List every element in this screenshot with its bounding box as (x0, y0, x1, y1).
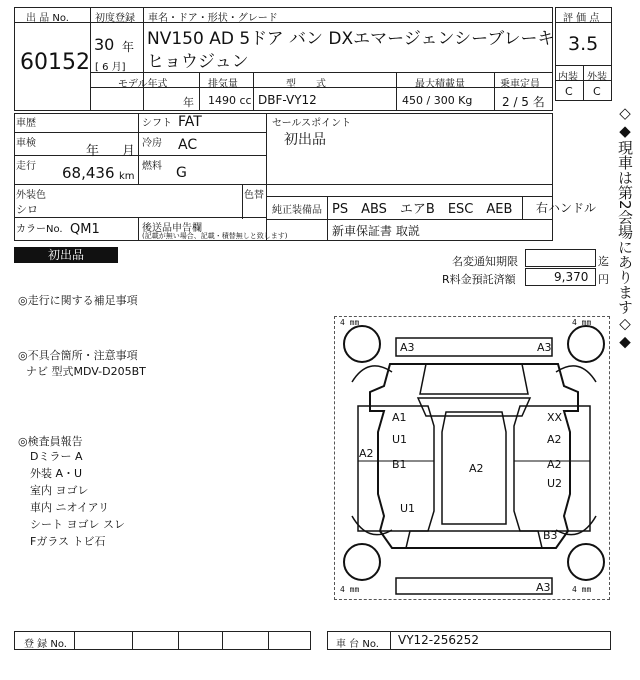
deadline-box (525, 249, 596, 267)
color-no-label: カラーNo. (16, 224, 63, 235)
damage-mark: A2 (547, 433, 562, 446)
later-report-label: 後送品申告欄 (142, 223, 202, 234)
car-name-line2: ヒョウジュン (147, 52, 249, 72)
grade-label: 評 価 点 (563, 13, 600, 24)
repaint-label: 色替 (244, 190, 264, 201)
tire-depth-front-right: 4 mm (572, 318, 592, 327)
chassis-number: VY12-256252 (398, 633, 479, 647)
damage-mark: A3 (400, 341, 415, 354)
fuel-label: 燃料 (142, 161, 162, 172)
max-load: 450 / 300 Kg (402, 94, 473, 107)
exterior-grade: C (593, 85, 601, 98)
inspector-line-6: Fガラス トビ石 (30, 535, 106, 548)
first-listing-banner: 初出品 (14, 247, 118, 263)
inspector-line-5: シート ヨゴレ スレ (30, 518, 125, 531)
damage-mark: A1 (392, 411, 407, 424)
displacement-label: 排気量 (208, 79, 238, 90)
fuel: G (176, 165, 187, 181)
inspector-line-2: 外装 A・U (30, 467, 83, 480)
later-report-note: (記載が無い場合、記載・積替無しと致します) (142, 232, 288, 240)
damage-mark: A3 (536, 581, 551, 594)
venue-note: ◇◆現車は第2会場にあります◇◆ (616, 104, 634, 351)
damage-mark: B3 (543, 529, 558, 542)
model-type: DBF-VY12 (258, 93, 317, 107)
sales-point: 初出品 (284, 132, 326, 148)
ac-label: 冷房 (142, 138, 162, 149)
reg-year: 30 (94, 35, 115, 54)
inspection-label: 車検 (16, 138, 36, 149)
inspector-heading: ◎検査員報告 (18, 435, 83, 448)
interior-grade: C (565, 85, 573, 98)
warranty: 新車保証書 取説 (332, 224, 420, 238)
inspection-year-unit: 年 (86, 144, 100, 159)
damage-mark: XX (547, 411, 563, 424)
damage-mark: A3 (537, 341, 552, 354)
damage-mark: A2 (547, 458, 562, 471)
chassis-label: 車 台 No. (336, 639, 379, 650)
first-reg-label: 初度登録 (95, 13, 135, 24)
tire-depth-front-left: 4 mm (340, 318, 360, 327)
grade-value: 3.5 (568, 33, 599, 55)
capacity: 2 / 5 名 (502, 95, 545, 109)
mileage: 68,436 (62, 164, 115, 182)
tire-depth-rear-right: 4 mm (572, 585, 592, 594)
lot-number: 60152 (20, 50, 90, 75)
recycle-unit: 円 (598, 273, 609, 286)
defect-line: ナビ 型式MDV-D205BT (26, 365, 146, 378)
sales-point-label: セールスポイント (272, 118, 352, 129)
inspection-month-unit: 月 (122, 144, 136, 159)
history-label: 車歴 (16, 118, 36, 129)
interior-label: 内装 (558, 72, 578, 83)
tire-depth-rear-left: 4 mm (340, 585, 360, 594)
reg-month: [ 6 月] (95, 62, 126, 73)
inspector-line-1: Dミラー A (30, 450, 83, 463)
damage-mark: A2 (359, 447, 374, 460)
capacity-label: 乗車定員 (500, 79, 540, 90)
steering: 右ハンドル (536, 201, 597, 215)
reg-no-label: 登 録 No. (24, 639, 67, 650)
shift-label: シフト (142, 118, 172, 129)
reg-year-unit: 年 (122, 40, 135, 54)
max-load-label: 最大積載量 (415, 79, 465, 90)
equipment: PS ABS エアB ESC AEB (332, 202, 513, 217)
type-label: 型 式 (286, 79, 326, 90)
ac: AC (178, 137, 198, 153)
model-year-unit: 年 (183, 96, 194, 109)
inspector-line-3: 室内 ヨゴレ (30, 484, 89, 497)
defect-heading: ◎不具合箇所・注意事項 (18, 349, 138, 362)
mileage-label: 走行 (16, 161, 36, 172)
damage-mark: U2 (547, 477, 563, 490)
car-name-label: 車名・ドア・形状・グレード (148, 13, 278, 24)
driving-heading: ◎走行に関する補足事項 (18, 294, 138, 307)
ext-color-label: 外装色 (16, 190, 46, 201)
shift: FAT (178, 114, 202, 130)
mileage-unit: km (119, 171, 135, 182)
equipment-label: 純正装備品 (272, 205, 322, 216)
model-year-label: モデル年式 (118, 79, 168, 90)
car-name-line1: NV150 AD 5ドア バン DXエマージェンシーブレーキ (147, 29, 555, 49)
damage-mark: U1 (400, 502, 416, 515)
deadline-unit: 迄 (598, 255, 609, 268)
damage-mark: B1 (392, 458, 407, 471)
diagram-frame (334, 316, 610, 600)
recycle-value: 9,370 (554, 270, 589, 284)
inspector-line-4: 車内 ニオイアリ (30, 501, 110, 514)
lot-no-label: 出 品 No. (26, 13, 69, 24)
ext-color: シロ (16, 203, 38, 216)
damage-mark: A2 (469, 462, 484, 475)
displacement: 1490 cc (208, 94, 252, 107)
deadline-label: 名変通知期限 (452, 255, 518, 268)
color-no: QM1 (70, 222, 100, 237)
exterior-label: 外装 (587, 72, 607, 83)
damage-mark: U1 (392, 433, 408, 446)
recycle-label: R料金預託済額 (442, 273, 516, 286)
